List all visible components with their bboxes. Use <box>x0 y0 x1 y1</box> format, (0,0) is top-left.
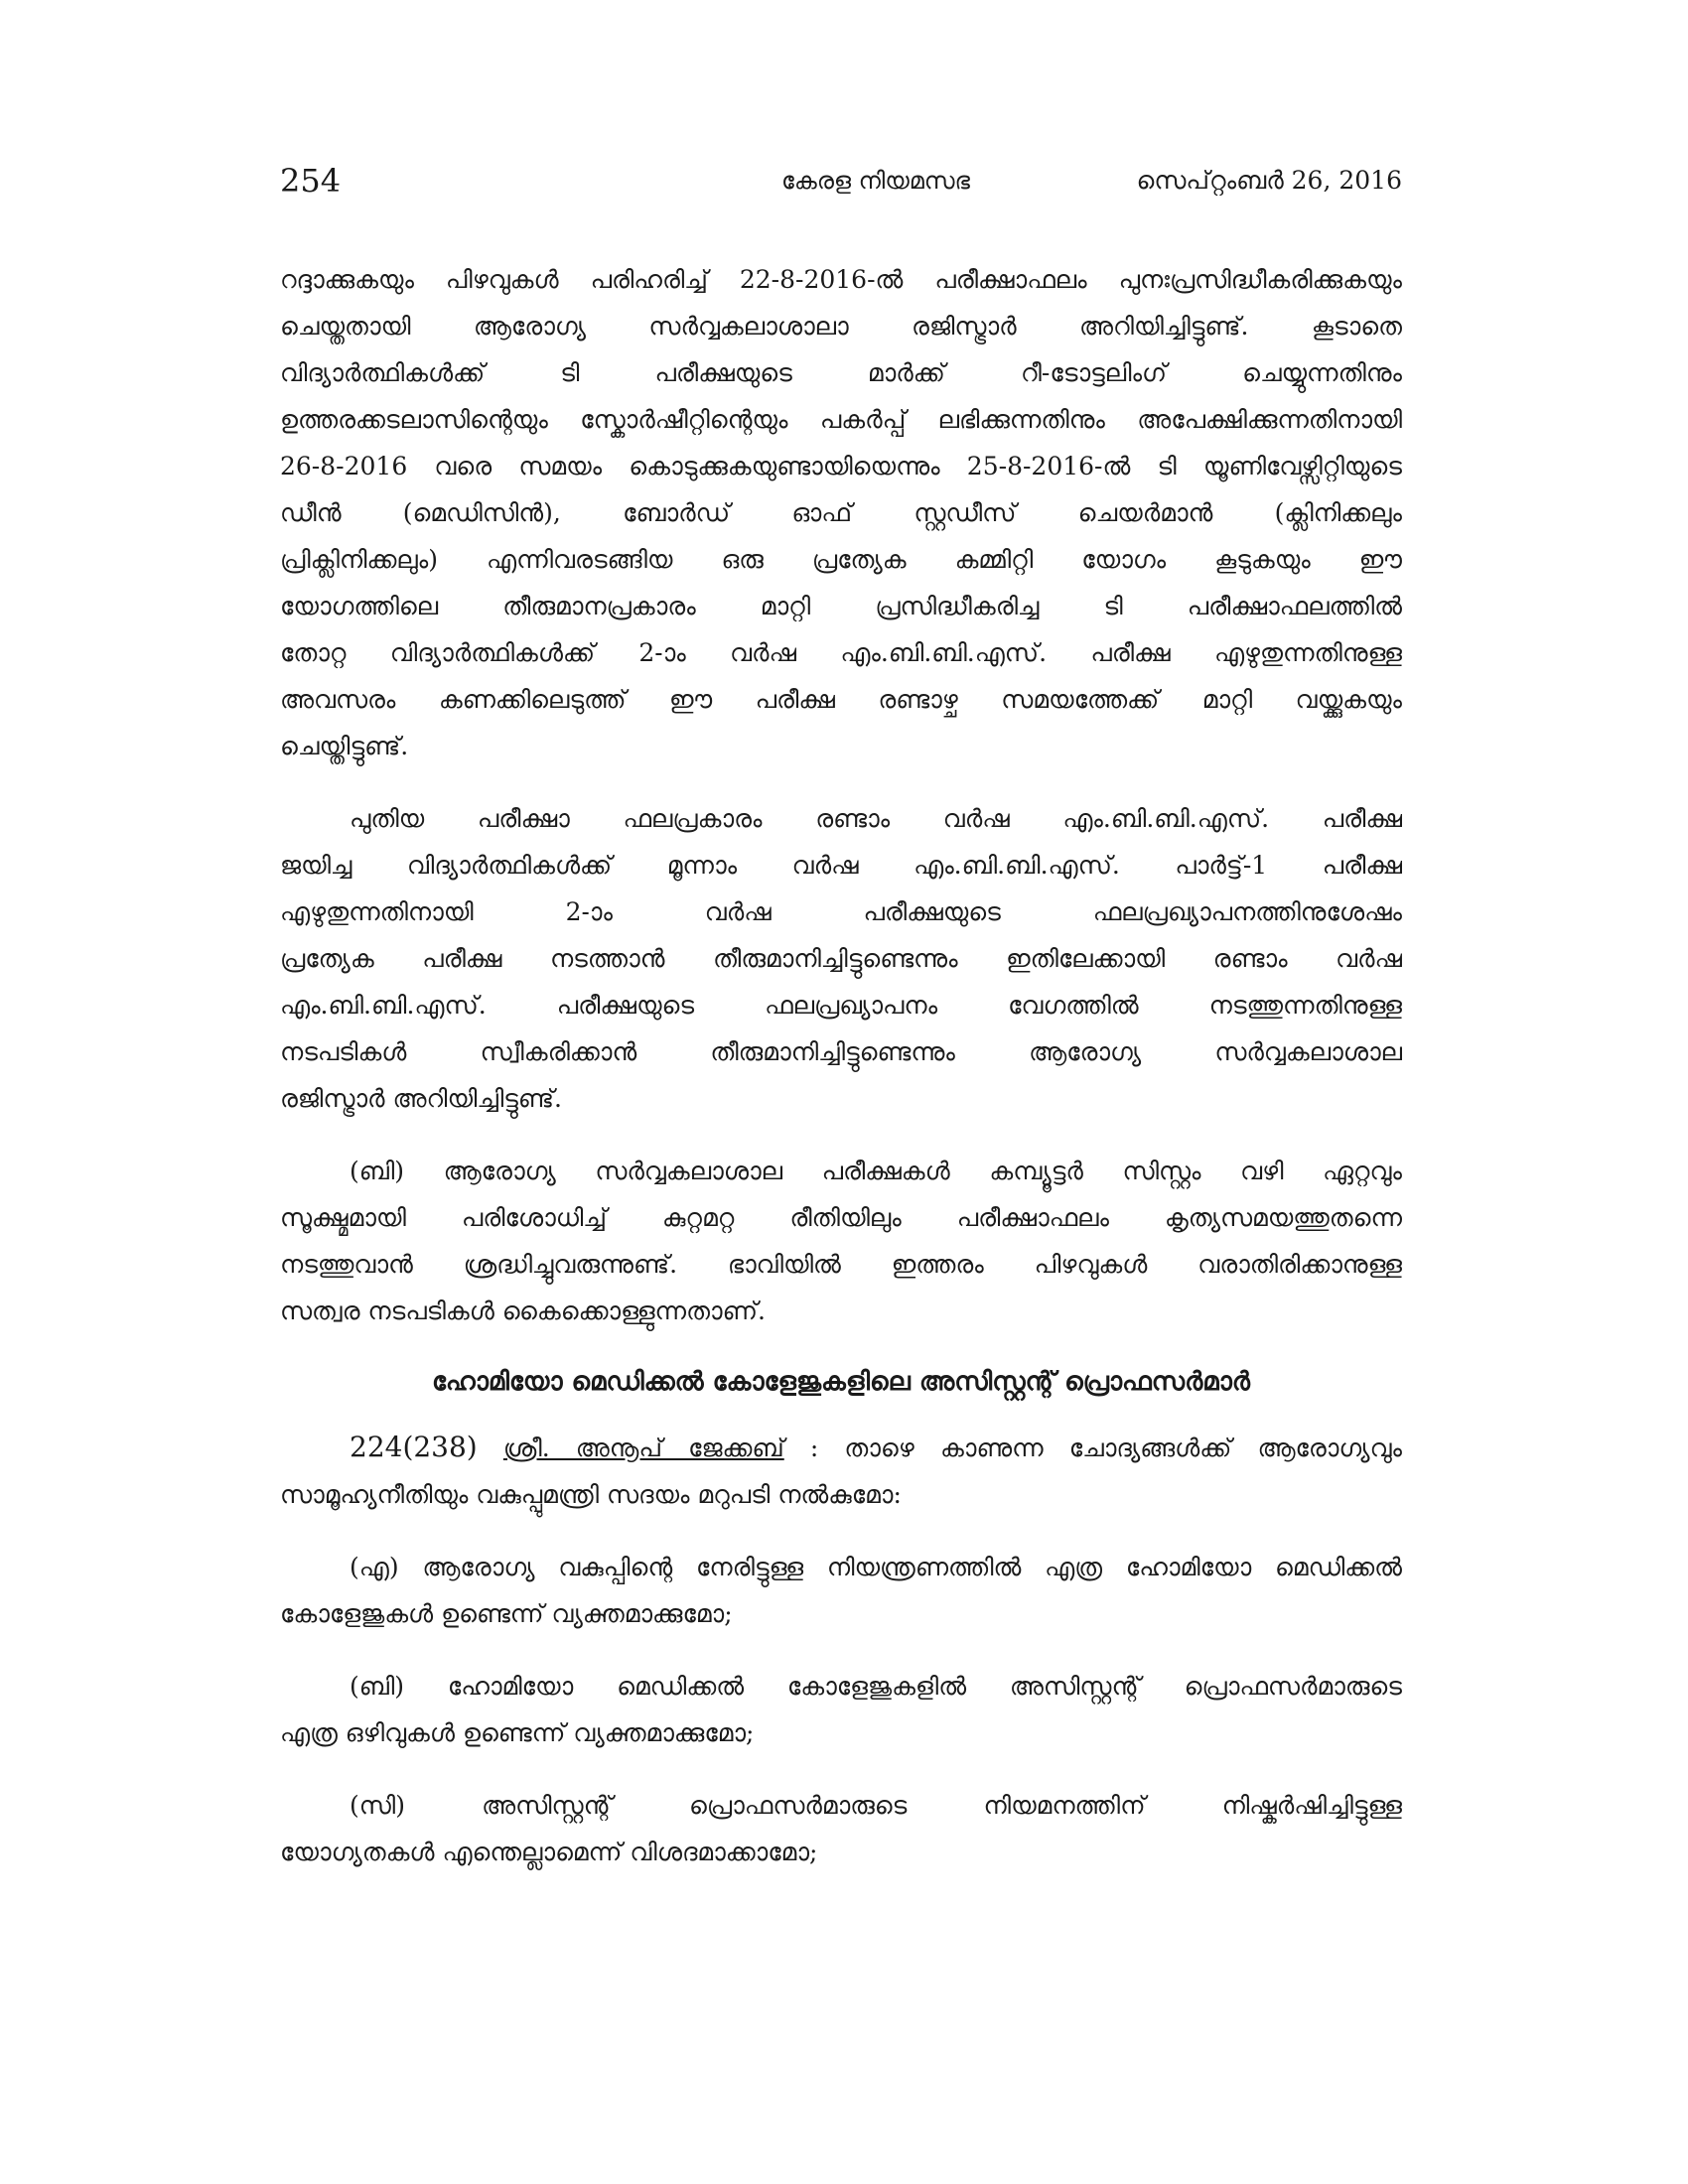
text-line: യോഗത്തിലെ തീരുമാനപ്രകാരം മാറ്റി പ്രസിദ്ധീകരിച്ച ടി പരീക്ഷാഫലത്തിൽ <box>280 592 1402 620</box>
question-text: : താഴെ കാണുന്ന ചോദ്യങ്ങൾക്ക് ആരോഗ്യവും <box>809 1433 1402 1462</box>
page-number: 254 <box>280 162 342 200</box>
text-line: വിദ്യാർത്ഥികൾക്ക് ടി പരീക്ഷയുടെ മാർക്ക് റീ-ടോട്ടലിംഗ് ചെയ്യുന്നതിനും <box>280 358 1402 387</box>
text-line: 26-8-2016 വരെ സമയം കൊടുക്കുകയുണ്ടായിയെന്നും 25-8-2016-ൽ ടി യൂണിവേഴ്സിറ്റിയുടെ <box>280 452 1402 480</box>
text-line: റദ്ദാക്കുകയും പിഴവുകൾ പരിഹരിച്ച് 22-8-2016-ൽ പരീക്ഷാഫലം പുനഃപ്രസിദ്ധീകരിക്കുകയും <box>280 265 1402 294</box>
paragraph <box>280 256 1402 769</box>
member-name: ശ്രീ. അനൂപ് ജേക്കബ് <box>502 1433 784 1462</box>
text-line: തോറ്റ വിദ്യാർത്ഥികൾക്ക് 2-ാം വർഷ എം.ബി.ബി.എസ്. പരീക്ഷ എഴുതുന്നതിനുള്ള <box>280 638 1402 667</box>
text-line: ചെയ്തിട്ടുണ്ട്. <box>280 732 409 760</box>
page-header <box>280 159 1402 203</box>
text-line: സാമൂഹ്യനീതിയും വകുപ്പുമന്ത്രി സദയം മറുപടി നൽകുമോ: <box>280 1480 902 1509</box>
text-line: സൂക്ഷ്മമായി പരിശോധിച്ച് കുറ്റമറ്റ രീതിയിലും പരീക്ഷാഫലം കൃത്യസമയത്തുതന്നെ <box>280 1203 1402 1232</box>
text-line: (എ) ആരോഗ്യ വകുപ്പിന്റെ നേരിട്ടുള്ള നിയന്ത്രണത്തിൽ എത്ര ഹോമിയോ മെഡിക്കൽ <box>350 1553 1402 1581</box>
text-line: (ബി) ഹോമിയോ മെഡിക്കൽ കോളേജുകളിൽ അസിസ്റ്റന്റ് പ്രൊഫസർമാരുടെ <box>350 1672 1402 1701</box>
sub-question <box>280 1544 1402 1637</box>
text-line: ചെയ്തതായി ആരോഗ്യ സർവ്വകലാശാലാ രജിസ്ട്രാർ അറിയിച്ചിട്ടുണ്ട്. കൂടാതെ <box>280 312 1402 341</box>
text-line: എത്ര ഒഴിവുകൾ ഉണ്ടെന്ന് വ്യക്തമാക്കുമോ; <box>280 1718 755 1747</box>
running-title: കേരള നിയമസഭ <box>780 167 971 195</box>
text-line: ഉത്തരക്കടലാസിന്റെയും സ്കോർഷീറ്റിന്റെയും പകർപ്പ് ലഭിക്കുന്നതിനും അപേക്ഷിക്കുന്നതിനായി <box>280 405 1402 434</box>
text-line: സത്വര നടപടികൾ കൈക്കൊള്ളുന്നതാണ്. <box>280 1297 766 1325</box>
text-line: പുതിയ പരീക്ഷാ ഫലപ്രകാരം രണ്ടാം വർഷ എം.ബി.ബി.എസ്. പരീക്ഷ <box>350 804 1402 833</box>
paragraph <box>280 1148 1402 1334</box>
sub-question <box>280 1782 1402 1875</box>
text-line: പ്രിക്ലിനിക്കലും) എന്നിവരടങ്ങിയ ഒരു പ്രത്യേക കമ്മിറ്റി യോഗം കൂടുകയും ഈ <box>280 545 1402 574</box>
text-line: എഴുതുന്നതിനായി 2-ാം വർഷ പരീക്ഷയുടെ ഫലപ്രഖ്യാപനത്തിനുശേഷം <box>280 897 1402 926</box>
text-line: (ബി) ആരോഗ്യ സർവ്വകലാശാല പരീക്ഷകൾ കമ്പ്യൂട്ടർ സിസ്റ്റം വഴി ഏറ്റവും <box>350 1157 1402 1185</box>
text-line: ഡീൻ (മെഡിസിൻ), ബോർഡ് ഓഫ് സ്റ്റഡീസ് ചെയർമാൻ (ക്ലിനിക്കലും <box>280 498 1402 527</box>
page-content <box>280 256 1402 1901</box>
text-line: കോളേജുകൾ ഉണ്ടെന്ന് വ്യക്തമാക്കുമോ; <box>280 1599 733 1628</box>
text-line: നടത്തുവാൻ ശ്രദ്ധിച്ചുവരുന്നുണ്ട്. ഭാവിയിൽ ഇത്തരം പിഴവുകൾ വരാതിരിക്കാനുള്ള <box>280 1250 1402 1279</box>
text-line: എം.ബി.ബി.എസ്. പരീക്ഷയുടെ ഫലപ്രഖ്യാപനം വേഗത്തിൽ നടത്തുന്നതിനുള്ള <box>280 991 1402 1020</box>
question-intro <box>280 1424 1402 1518</box>
text-line: ജയിച്ച വിദ്യാർത്ഥികൾക്ക് മൂന്നാം വർഷ എം.ബി.ബി.എസ്. പാർട്ട്-1 പരീക്ഷ <box>280 851 1402 880</box>
text-line: നടപടികൾ സ്വീകരിക്കാൻ തീരുമാനിച്ചിട്ടുണ്ടെന്നും ആരോഗ്യ സർവ്വകലാശാല <box>280 1037 1402 1066</box>
text-line: (സി) അസിസ്റ്റന്റ് പ്രൊഫസർമാരുടെ നിയമനത്തിന് നിഷ്കർഷിച്ചിട്ടുള്ള <box>350 1791 1402 1820</box>
text-line: രജിസ്ട്രാർ അറിയിച്ചിട്ടുണ്ട്. <box>280 1084 562 1113</box>
text-line: യോഗ്യതകൾ എന്തെല്ലാമെന്ന് വിശദമാക്കാമോ; <box>280 1838 818 1866</box>
paragraph <box>280 795 1402 1122</box>
question-line <box>280 1424 1402 1471</box>
question-number: 224(238) <box>350 1431 478 1463</box>
text-line: പ്രത്യേക പരീക്ഷ നടത്താൻ തീരുമാനിച്ചിട്ടുണ്ടെന്നും ഇതിലേക്കായി രണ്ടാം വർഷ <box>280 944 1402 973</box>
section-heading: ഹോമിയോ മെഡിക്കൽ കോളേജുകളിലെ അസിസ്റ്റന്റ് പ്രൊഫസർമാർ <box>432 1367 1250 1397</box>
sub-question <box>280 1663 1402 1756</box>
header-date: സെപ്റ്റംബർ 26, 2016 <box>1136 166 1402 195</box>
text-line: അവസരം കണക്കിലെടുത്ത് ഈ പരീക്ഷ രണ്ടാഴ്ച സമയത്തേക്ക് മാറ്റി വയ്ക്കുകയും <box>280 685 1402 714</box>
